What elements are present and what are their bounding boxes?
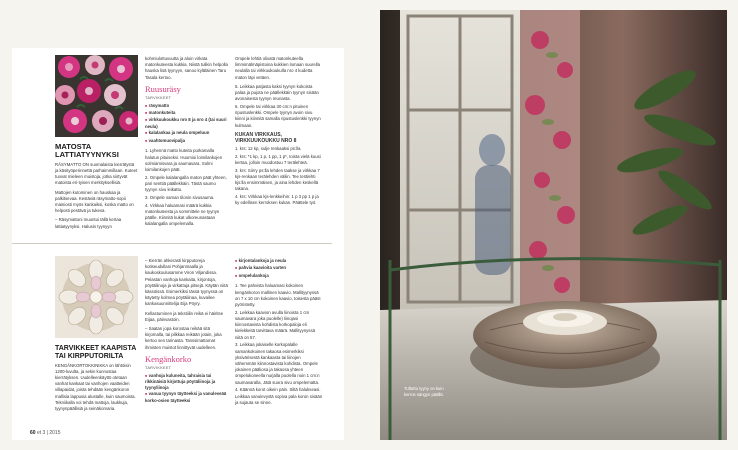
ruusurasy-title: Ruusuräsy: [145, 83, 181, 94]
instruction-step: 3. Leikkaa jokaiselle korkopalalle samankokoinen takaosa esimerkiksi yksivärisestä kankaasta tai liinojen vähemmän kiinnostavista kohdista. Ompele jokainen pääliosa ja takaosa yhteen ompelukoneella nurjalla puolella noin 1 cm:n saumavaralla, Jätä suora sivu ompelematta.: [235, 342, 320, 385]
kengankorko-title: Kengänkorko: [145, 353, 192, 364]
instruction-step: 2. Leikkaa kaavion avulla liinoista 1 cm saumavara joka puolelle) liinojasi kiinnostavista kohdista korkopaloja eli kielekkeitä tarvittava määrä. Mallityynyssä niitä on 57.: [235, 309, 315, 340]
shell-cushion-image: [55, 256, 138, 338]
section1-para2: Mattojen kutominen on hauskaa ja palkitsevaa. Kestäviä räsymatto-sopii mainiosti myös kankaiksi, koska matto on helposti pestävä ja tukeva.: [55, 189, 134, 214]
material-item: ■ kalalankaa ja neula ompeluun: [145, 130, 228, 137]
shell-cushion-photo: [55, 256, 138, 338]
flower-cushion-image: [55, 55, 138, 137]
crochet-step: 2. krs: *1 kp, 1 p, 1 pp, 1 p*, toista vielä kuusi kertaa, jolloin muodostuu 7 terälehteä.: [235, 153, 321, 165]
section1-col3-intro: Ompele lehtiä olivatä matonkuteella limmimälmäpistoina kukkien lomaan suurella neulalla tai virkkuukoukulla nro 4 kudetta maton läpi vetäen.: [235, 56, 321, 80]
section2-heading-line1: TARVIKKEET KAAPISTA: [55, 345, 137, 352]
section2-column3: [235, 258, 323, 408]
photo-caption: Tuftattu tyyny on kuin kerros sängyn päällä.: [404, 386, 444, 397]
section1-column1: [55, 140, 138, 233]
section1-column2: [145, 56, 228, 229]
material-item: ■ virkkuukoukku nro 8 ja nro 4 (tai suuri neula): [145, 117, 228, 130]
section2-col2-para3: – Saatan jopa korostaa reikää sitä kirjomalla, tai pilkkaa reikään jotain, joka kertoo sen tarinasta. Tanssimattomat ihmisten muistot linnittyvät uudelleen.: [145, 326, 222, 350]
section1-materials-label: TARVIKKEET: [145, 95, 172, 100]
material-item: ■ räsymatto: [145, 103, 228, 110]
section1-para3: – Räsymattoni muuntui tällä kertaa lattiatyynyksi. Halusin tyynyyn: [55, 217, 122, 229]
section1-column3: [235, 56, 323, 208]
bedroom-scene-image: [380, 10, 727, 440]
crochet-step: 1. krs: 12 kp, sulje renkaaksi ps:lla.: [235, 145, 302, 151]
instruction-step: 4. Virkkaa haluamasi määrä kukkia matonkuteesta ja sommittele ne tyynyn päälle. Kiinnitä kukat ulkoreunastaan kalalangalla ompelemalla.: [145, 202, 220, 227]
instruction-step: 6. Ompele tai virkkaa 30 cm:n pituinen ripustuslenkki. Ompele tyynyn avoin sivu kiinni ja kiinnitä samalla ripustuslenkki tyynyn kulmaan.: [235, 104, 321, 128]
page-number: 60: [30, 430, 36, 436]
instruction-step: 2. Ompele kalalangalla maton päät yhteen, pari senttiä päällekkäin. Tästä saumo tyynyn sivu leikattu.: [145, 174, 227, 193]
instruction-step: 4. Käännä korot oikein päin. Siltä halukseasi. Leikkaa vanulevystä sopiva pala koron sisään ja sujauta se sinne.: [235, 387, 323, 405]
material-item: ■ kirjontalankoja ja neula: [235, 258, 323, 265]
section2-materials-label: TARVIKKEET: [145, 365, 172, 370]
crochet-step: 3. krs: Siirry ps:lla lehden taakse ja virkkaa 7 kjs-renkaan terälehden väliin. Tee terälehti kjs:lla ensimmäisen, ja aina lehden keskellä takana.: [235, 167, 320, 192]
section2-col2-para1: – Kierrän ahkerasti kirpputoreja kotiseudullani Pohjanmaalla ja kaukoskoulusamme Viron Viljandissa. Pelastan vanhoja kankaita, kirjontoja, pöytäliinoja ja virkattuja pitsejä. Käytän niitä kässöissä. Esimerkiksi tässä tyynyssä on käytetty kolmea pöytäliinaa, kuvailee kankasuunnittelija Eija Pöyry.: [145, 258, 228, 307]
flower-crochet-heading: KUKAN VIRKKAUS, VIRKKUUKOUKKU NRO 8: [235, 131, 297, 145]
issue-label: et 3 | 2015: [36, 430, 61, 436]
material-item: ■ matonkuteita: [145, 110, 228, 117]
section2-intro: KENGÄNKORTOKKINIKKA on lähtöisin 1200-luvulta, ja sekin kunnostaa kierrätyksen. Uudelleenkäyttö otetaan vanhat kankaat tai vanhojen vaatteiden villapaidat, joista tehdään kengänkoron mallisia lappusia alustalle, kuin saumoista. Tekniikalla voi tehdä mattoja, laukkuja, tyynynpäällisiä ja seinäkorvaria.: [55, 362, 136, 412]
material-item: ■ ompelulankoja: [235, 273, 323, 280]
section1-col2-intro: kohmiulottuvuutta ja aloin virkata matonkuteesta kukkia. Niistä tulikin helpolla hauska lisä tyynyyn, sanoo kyläläinen Taru Tasala kertoo.: [145, 56, 228, 80]
section1-intro: RÄSYMATTO ON suomalaista kierrätystä ja käsityöperinnettä parhaimmillaan. Kuteet tuovat mieleen muistoja, jotka siirtyvät matoista eri-tyisen merkityksellisiä.: [55, 161, 138, 186]
section2-heading: [55, 345, 138, 361]
crochet-step: 4. krs: Virkkaa kjs-lenkkeihin: 1 p 3 pp 1 p ja ky edellisen kerroksen kukan. Päättele työ.: [235, 193, 319, 206]
material-item: ■ pahvia kaavioita varten: [235, 265, 323, 272]
section2-column2: [145, 258, 228, 405]
section1-heading-line2: LATTIATYYNYKSI: [55, 150, 119, 160]
instruction-step: 5. Leikkaa patjasta kaksi tyynyn kokoista palaa ja pujota ne päällekkäin tyynyn sisään avonaisesta tyynyn reunasta.: [235, 83, 319, 102]
instruction-step: 3. Ompele saman tilonin sivusauma.: [145, 194, 215, 200]
section2-col2-para2: Kellastuminen ja tekstiilin reikä ei häiritse Eijaa, päinvastoin.: [145, 310, 224, 322]
instruction-step: 1. Lyhennä matto kuteita purkamalla halutun pituiseksi. Huomioi loimilankojen solmiamisvara ja saumavara. Solmi loimilankojen päät.: [145, 148, 223, 172]
section1-heading-line1: MATOSTA: [55, 142, 92, 151]
flower-cushion-photo: [55, 55, 138, 137]
section2-column1: [55, 342, 138, 415]
material-item: ■ vanhoja kuluneita, tahraisia tai rikkinäisiä kirjottuja pöytäliinoja ja tyynyliinoja: [145, 373, 228, 391]
page-folio: [30, 430, 61, 436]
material-item: ■ vaahtomuovipalja: [145, 138, 228, 145]
instruction-step: 1. Tee pahvista haluamasi kokoinen kengänkoron mallinen kaavio. Mallityynyssä on 7 x 10 cm kokoinen kaavio, toisesta pääst pyöristetty.: [235, 283, 321, 307]
section-divider: [12, 243, 332, 244]
section2-heading-line2: TAI KIRPPUTORILTA: [55, 352, 124, 360]
material-item: ■ vanua tyynyn täytteeksi ja vanuleveää korko-osien täytteeksi: [145, 391, 228, 404]
section1-heading: [55, 143, 138, 160]
bedroom-photo: [380, 10, 727, 440]
